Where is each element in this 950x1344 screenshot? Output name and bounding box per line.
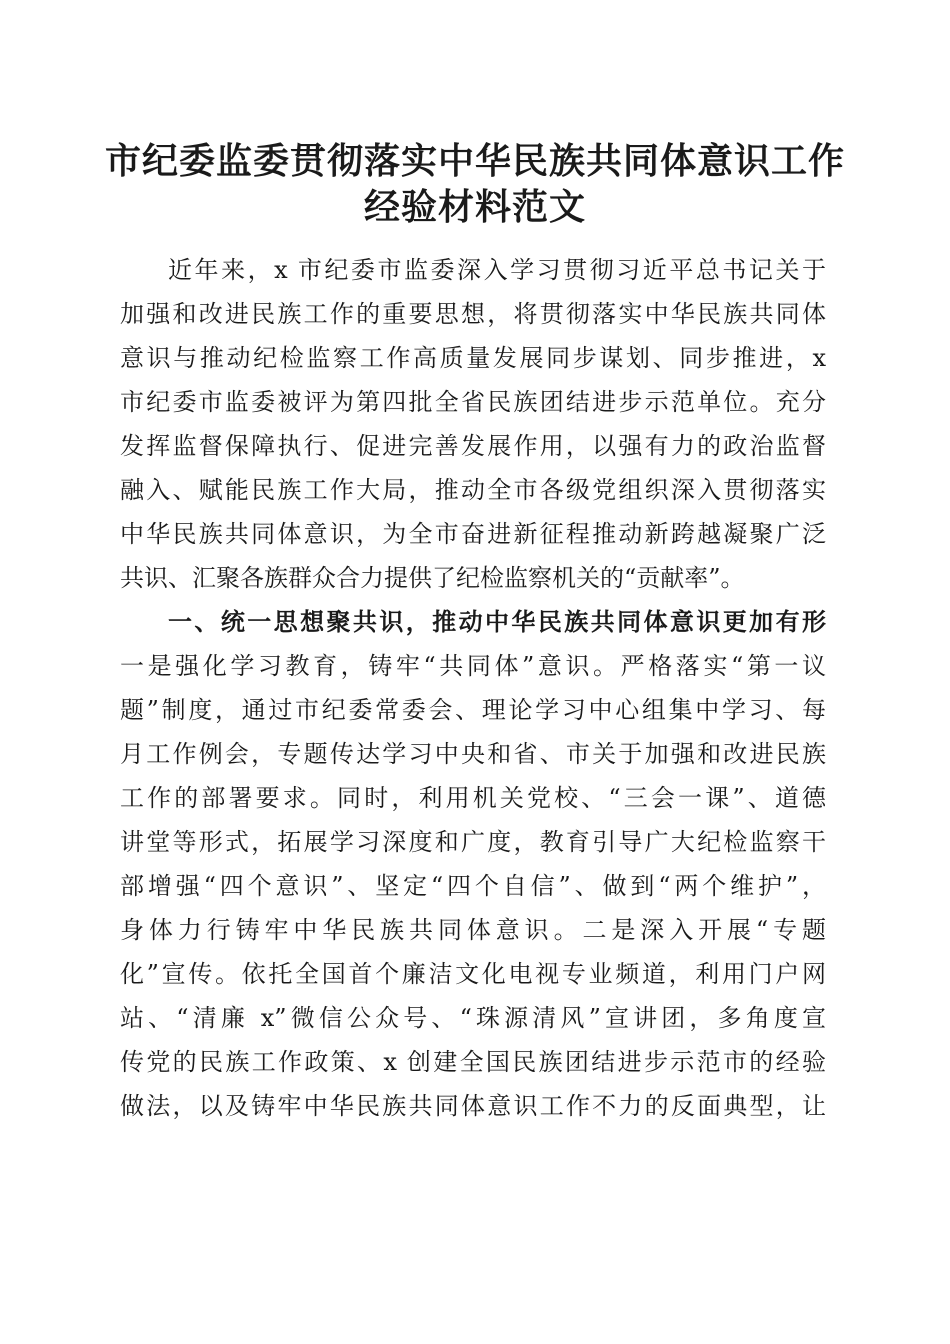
document-title (100, 138, 850, 230)
text-line: 融入、赋能民族工作大局，推动全市各级党组织深入贯彻落实 (120, 476, 826, 504)
text-line: 中华民族共同体意识，为全市奋进新征程推动新跨越凝聚广泛 (120, 520, 826, 548)
text-line: 题”制度，通过市纪委常委会、理论学习中心组集中学习、每 (120, 696, 826, 724)
text-line: 部增强“四个意识”、坚定“四个自信”、做到“两个维护”， (120, 872, 826, 900)
text-line: 意识与推动纪检监察工作高质量发展同步谋划、同步推进，x (120, 344, 826, 372)
text-line: 月工作例会，专题传达学习中央和省、市关于加强和改进民族 (120, 740, 826, 768)
text-line: 做法，以及铸牢中华民族共同体意识工作不力的反面典型，让 (120, 1092, 826, 1120)
paragraph-2 (120, 644, 826, 1128)
paragraph-1 (120, 248, 826, 600)
text-line: 发挥监督保障执行、促进完善发展作用，以强有力的政治监督 (120, 432, 826, 460)
text-line: 身体力行铸牢中华民族共同体意识。二是深入开展“专题 (120, 916, 826, 944)
text-line: 共识、汇聚各族群众合力提供了纪检监察机关的“贡献率”。 (120, 564, 745, 592)
title-line-2: 经验材料范文 (363, 186, 586, 228)
text-line: 化”宣传。依托全国首个廉洁文化电视专业频道，利用门户网 (120, 960, 826, 988)
section-heading-1: 一、统一思想聚共识，推动中华民族共同体意识更加有形 (168, 608, 826, 636)
title-line-1: 市纪委监委贯彻落实中华民族共同体意识工作 (104, 140, 845, 182)
text-line: 一是强化学习教育，铸牢“共同体”意识。严格落实“第一议 (120, 652, 826, 680)
text-line: 加强和改进民族工作的重要思想，将贯彻落实中华民族共同体 (120, 300, 826, 328)
text-line: 市纪委市监委被评为第四批全省民族团结进步示范单位。充分 (120, 388, 826, 416)
text-line: 讲堂等形式，拓展学习深度和广度，教育引导广大纪检监察干 (120, 828, 826, 856)
text-line: 站、“清廉 x”微信公众号、“珠源清风”宣讲团，多角度宣 (120, 1004, 826, 1032)
text-line: 近年来，x 市纪委市监委深入学习贯彻习近平总书记关于 (168, 256, 826, 284)
text-line: 传党的民族工作政策、x 创建全国民族团结进步示范市的经验 (120, 1048, 826, 1076)
text-line: 工作的部署要求。同时，利用机关党校、“三会一课”、道德 (120, 784, 826, 812)
document-body (120, 248, 826, 1128)
